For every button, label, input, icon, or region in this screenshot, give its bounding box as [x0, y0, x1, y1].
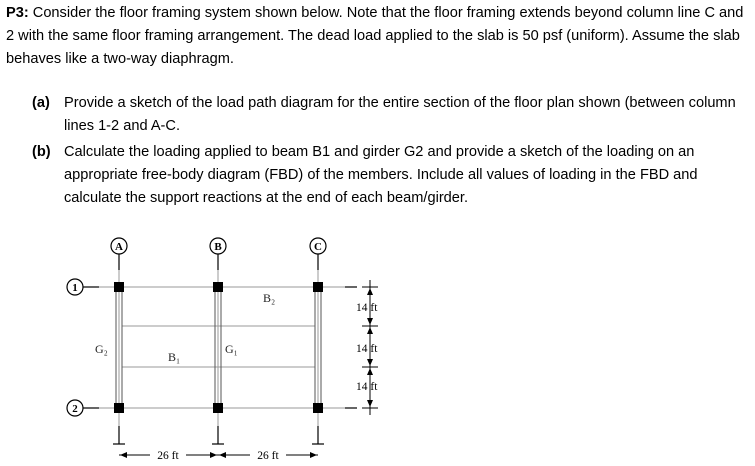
column-a1 — [114, 282, 124, 292]
vdim-arrow-3-up — [367, 368, 373, 375]
column-label-c: C — [314, 241, 322, 253]
vdim-label-3: 14 ft — [356, 381, 378, 393]
vdim-label-1: 14 ft — [356, 302, 378, 314]
hdim-arrow-1-left — [120, 452, 127, 458]
vdim-arrow-1-down — [367, 318, 373, 325]
vdim-label-2: 14 ft — [356, 343, 378, 355]
member-label-g2: G₂ — [95, 342, 108, 356]
member-label-g1: G₁ — [225, 342, 238, 356]
part-a-tag: (a) — [32, 95, 50, 111]
row-label-2: 2 — [72, 403, 78, 415]
hdim-arrow-1-right — [210, 452, 217, 458]
vdim-arrow-1-up — [367, 288, 373, 295]
hdim-arrow-2-right — [310, 452, 317, 458]
hdim-arrow-2-left — [219, 452, 226, 458]
vdim-arrow-2-up — [367, 327, 373, 334]
column-c2 — [313, 403, 323, 413]
member-label-b2: B₂ — [263, 291, 276, 305]
column-c1 — [313, 282, 323, 292]
column-a2 — [114, 403, 124, 413]
member-label-b1: B₁ — [168, 350, 181, 364]
column-label-b: B — [214, 241, 222, 253]
row-label-1: 1 — [72, 282, 78, 294]
part-b-text: Calculate the loading applied to beam B1 and girder G2 and provide a sketch of the loading on an appropriate free-body diagram (FBD) of the members. Include all values of loading in the FBD and calculate the support reactions at the end of each beam/girder. — [64, 144, 698, 206]
part-b-tag: (b) — [32, 144, 51, 160]
problem-label: P3: — [6, 5, 29, 21]
part-a-text: Provide a sketch of the load path diagram for the entire section of the floor plan shown (between column lines 1-2 and A-C. — [64, 95, 736, 134]
column-b2 — [213, 403, 223, 413]
column-b1 — [213, 282, 223, 292]
vdim-arrow-2-down — [367, 359, 373, 366]
vdim-arrow-3-down — [367, 400, 373, 407]
problem-intro: Consider the floor framing system shown below. Note that the floor framing extends beyond column line C and 2 with the same floor framing arrangement. The dead load applied to the slab is 50 psf (uniform). Assume the slab behaves like a two-way diaphragm. — [6, 5, 744, 67]
column-label-a: A — [115, 241, 123, 253]
hdim-label-2: 26 ft — [257, 450, 279, 462]
hdim-label-1: 26 ft — [157, 450, 179, 462]
